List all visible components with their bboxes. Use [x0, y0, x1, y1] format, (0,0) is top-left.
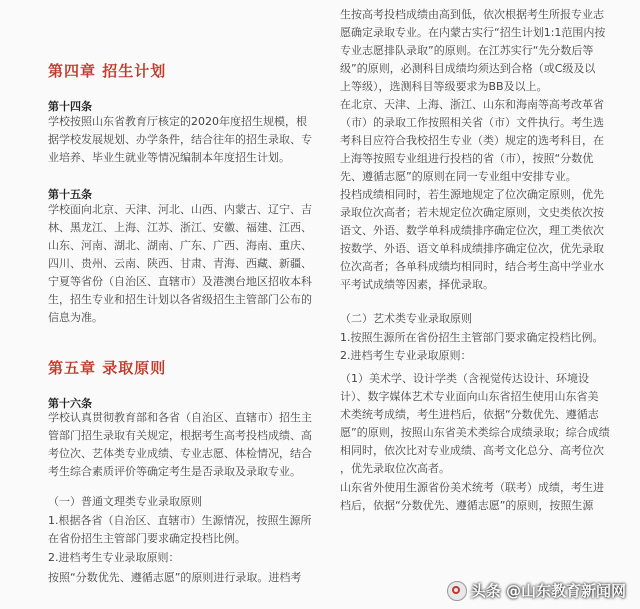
text-line: 术类统考成绩，考生进档后，依据“分数优先、遵循志 — [340, 408, 599, 421]
text-line: ，优先录取位次高者。 — [340, 462, 450, 475]
text-line: 生按高考投档成绩由高到低，依次根据考生所报专业志 — [340, 8, 604, 21]
text-line: 据学校发展规划、办学条件，结合往年的招生录取、专 — [48, 133, 312, 146]
text-line: 在北京、天津、上海、浙江、山东和海南等高考改革省 — [340, 98, 604, 111]
text-line: 学校面向北京、天津、河北、山西、内蒙古、辽宁、吉 — [48, 203, 312, 216]
text-line: 按照“分数优先、遵循志愿”的原则进行录取。进档考 — [48, 571, 302, 584]
watermark-text: 头条 @山东教育新闻网 — [470, 582, 626, 600]
text-line: 宁夏等省份（自治区、直辖市）及港澳台地区招收本科 — [48, 275, 312, 288]
text-line: 林、黑龙江、上海、江苏、浙江、安徽、福建、江西、 — [48, 221, 312, 234]
text-line: 2.进档考生专业录取原则： — [48, 551, 180, 564]
text-line: 录取位次高者；若未规定位次确定原则，文史类依次按 — [340, 206, 604, 219]
text-line: 山东、河南、湖北、湖南、广东、广西、海南、重庆、 — [48, 239, 312, 252]
text-line: 专业志愿排队录取”的原则。在江苏实行“先分数后等 — [340, 44, 594, 57]
text-line: 2.进档考生专业录取原则： — [340, 349, 472, 362]
text-line: 语文、外语、数学单科成绩排序确定位次，理工类依次 — [340, 224, 604, 237]
section-1-heading: （一）普通文理类专业录取原则 — [48, 495, 202, 508]
text-line: （1）美术学、设计学类（含视觉传达设计、环境设 — [340, 372, 589, 385]
text-line: 业培养、毕业生就业等情况编制本年度招生计划。 — [48, 151, 290, 164]
text-line: 平考试成绩等因素，择优录取。 — [340, 278, 494, 291]
text-line: 愿”的原则，按照山东省美术类综合成绩录取；综合成绩 — [340, 426, 610, 439]
text-line: 学校认真贯彻教育部和各省（自治区、直辖市）招生主 — [48, 411, 312, 424]
text-line: 生，招生专业和招生计划以各省级招生主管部门公布的 — [48, 293, 312, 306]
text-line: 位次高者；各单科成绩均相同时，结合考生高中学业水 — [340, 260, 604, 273]
text-line: 考科目应符合我校招生专业（类）规定的选考科目，在 — [340, 134, 604, 147]
toutiao-logo-icon — [447, 581, 467, 601]
section-2-heading: （二）艺术类专业录取原则 — [340, 312, 472, 325]
article-16-title: 第十六条 — [48, 397, 92, 410]
article-14-title: 第十四条 — [48, 100, 92, 113]
text-line: 1.根据各省（自治区、直辖市）生源情况，按照生源所 — [48, 514, 312, 527]
watermark — [447, 580, 626, 601]
text-line: 上等级），选测科目等级要求为BB及以上。 — [340, 80, 548, 93]
text-line: 1.按照生源所在省份招生主管部门要求确定投档比例。 — [340, 331, 604, 344]
chapter-5-title: 第五章 录取原则 — [48, 359, 167, 377]
text-line: 档后，依据“分数优先、遵循志愿”的原则，按照生源 — [340, 499, 594, 512]
text-line: 考生综合素质评价等确定考生是否录取及录取专业。 — [48, 465, 301, 478]
text-line: 按数学、外语、语文单科成绩排序确定位次，优先录取 — [340, 242, 604, 255]
chapter-4-title: 第四章 招生计划 — [48, 62, 167, 80]
text-line: （市）的录取工作按照相关省（市）文件执行。考生选 — [340, 116, 604, 129]
text-line: 级”的原则，必测科目成绩均须达到合格（或C级及以 — [340, 62, 596, 75]
text-line: 计）、数字媒体艺术专业面向山东省招生使用山东省美 — [340, 390, 599, 403]
text-line: 信息为准。 — [48, 311, 103, 324]
text-line: 愿确定录取专业。在内蒙古实行“招生计划1:1范围内按 — [340, 26, 606, 39]
text-line: 四川、贵州、云南、陕西、甘肃、青海、西藏、新疆、 — [48, 257, 312, 270]
text-line: 学校按照山东省教育厅核定的2020年度招生规模，根 — [48, 115, 307, 128]
text-line: 先、遵循志愿”的原则在同一专业组中安排专业。 — [340, 170, 577, 183]
text-line: 上海等按照专业组进行投档的省（市），按照“分数优 — [340, 152, 594, 165]
text-line: 在省份招生主管部门要求确定投档比例。 — [48, 532, 246, 545]
text-line: 管部门招生录取有关规定，根据考生高考投档成绩、高 — [48, 429, 312, 442]
text-line: 山东省外使用生源省份美术统考（联考）成绩，考生进 — [340, 481, 604, 494]
text-line: 投档成绩相同时，若生源地规定了位次确定原则，优先 — [340, 188, 604, 201]
article-15-title: 第十五条 — [48, 188, 92, 201]
text-line: 考位次、艺体类专业成绩、专业志愿、体检情况，结合 — [48, 447, 312, 460]
text-line: 相同时，依次比对专业成绩、高考文化总分、高考位次 — [340, 444, 604, 457]
